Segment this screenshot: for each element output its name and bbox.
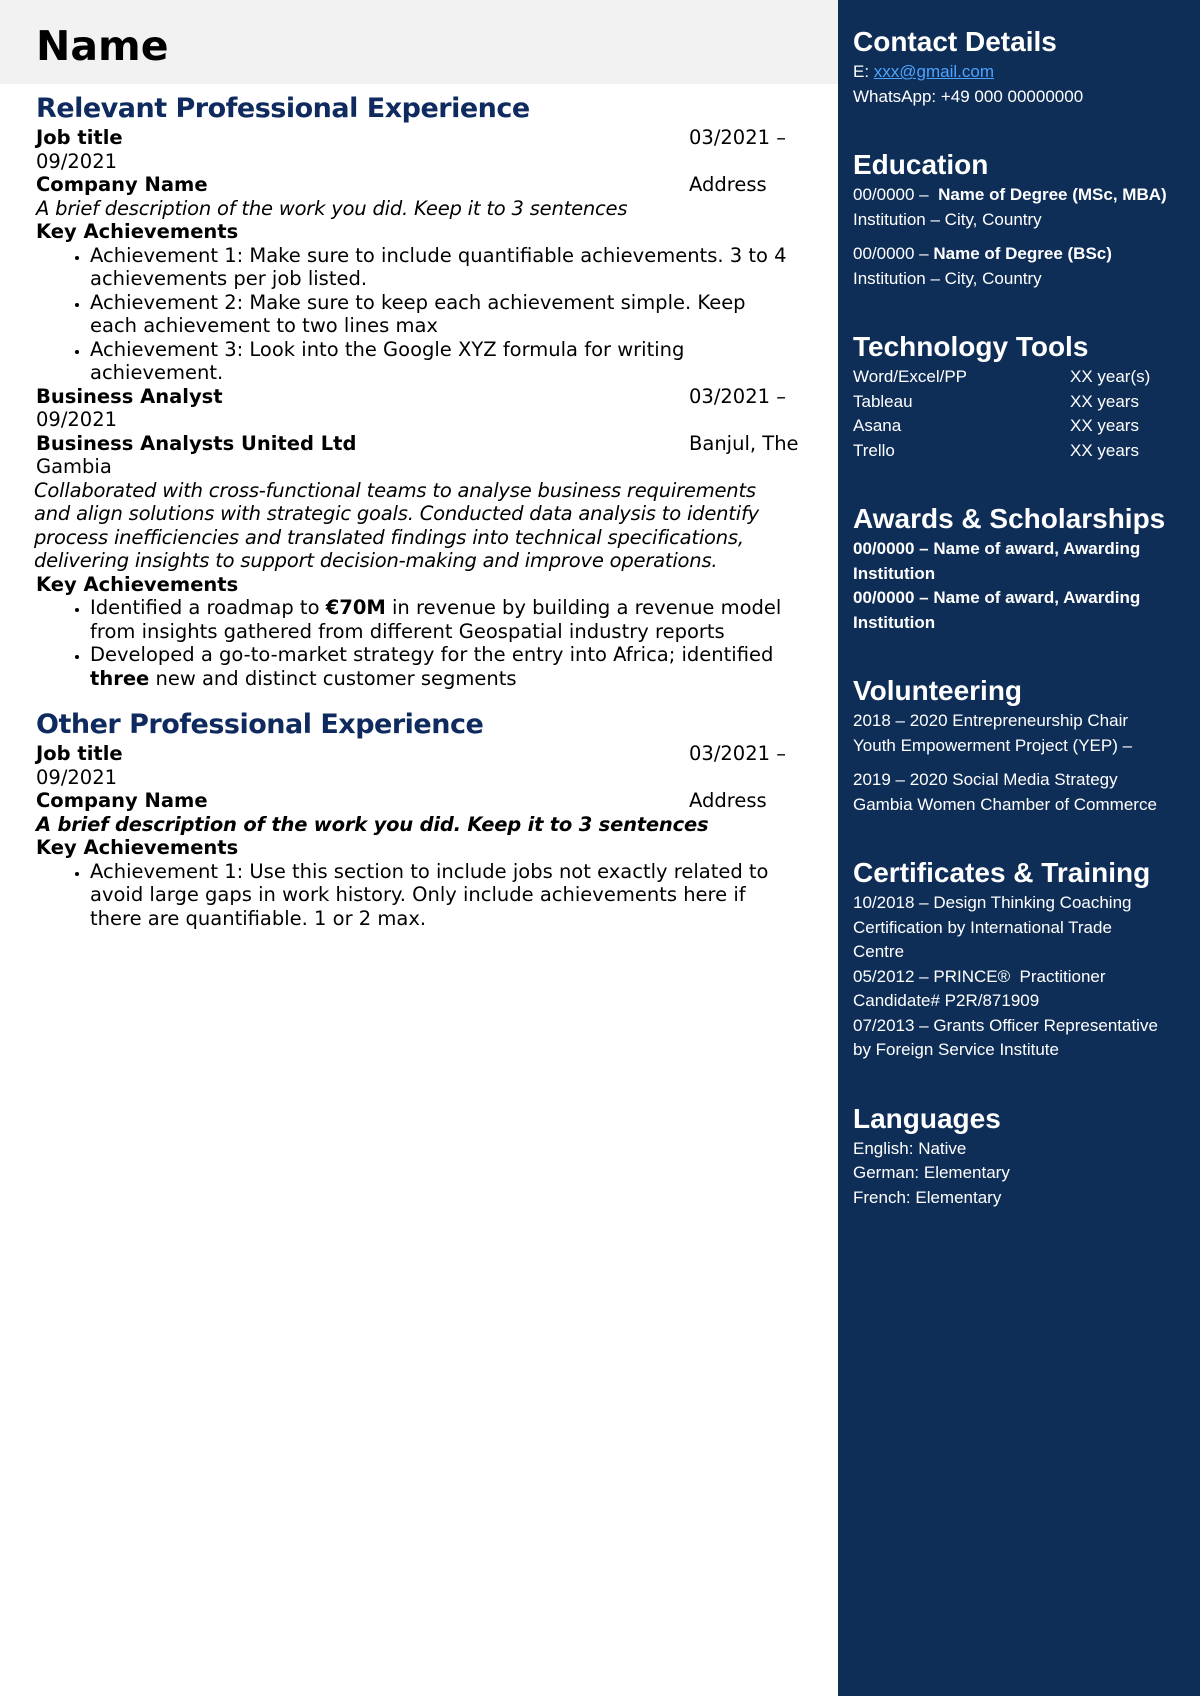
section-title-relevant-experience: Relevant Professional Experience (36, 93, 530, 124)
achievement-text: Achievement 1: Make sure to include quantifiable achievements. 3 to 4 (90, 243, 787, 267)
key-achievements-label: Key Achievements (36, 572, 239, 596)
section-title-volunteering: Volunteering (853, 675, 1023, 706)
tool-name: Tableau (853, 391, 913, 411)
achievement-text: there are quantifiable. 1 or 2 max. (90, 906, 427, 930)
languages-section (853, 1102, 1193, 1211)
award-line: Institution (853, 612, 936, 632)
job-entry (36, 742, 811, 930)
award-line: 00/0000 – Name of award, Awarding (853, 588, 1141, 607)
tool-name: Asana (853, 416, 902, 435)
achievement-text: avoid large gaps in work history. Only include achievements here if (90, 883, 746, 906)
company-name: Company Name (36, 789, 208, 812)
volunteering-line: Youth Empowerment Project (YEP) – (853, 735, 1133, 755)
company-row (36, 173, 811, 197)
institution: Institution – City, Country (853, 209, 1042, 229)
tools-section (853, 330, 1193, 463)
achievements-list (36, 244, 811, 385)
job-dates: 03/2021 – (689, 742, 786, 765)
degree-name: Name of Degree (MSc, MBA) (938, 185, 1167, 204)
company-location: Address (689, 173, 767, 196)
company-row (36, 432, 811, 456)
job-description (34, 479, 811, 573)
degree-date: 00/0000 – (853, 244, 934, 263)
achievement-text: achievements per job listed. (90, 267, 368, 290)
tool-row (853, 439, 1193, 464)
email-link[interactable]: xxx@gmail.com (873, 62, 995, 81)
section-title-tools: Technology Tools (853, 331, 1089, 362)
awards-section (853, 502, 1193, 635)
job-dates: 03/2021 – (689, 384, 786, 408)
achievement-text: each achievement to two lines max (90, 314, 438, 337)
sidebar-content (853, 25, 1193, 1249)
certificate-line: Candidate# P2R/871909 (853, 991, 1040, 1010)
achievement-text: achievement. (90, 361, 224, 384)
achievements-list (36, 860, 811, 931)
degree-name: Name of Degree (BSc) (933, 244, 1112, 263)
award-line: 00/0000 – Name of award, Awarding (853, 539, 1141, 558)
job-entry (36, 126, 811, 385)
certificate-line: 07/2013 – Grants Officer Representative (853, 1015, 1158, 1035)
tool-years: XX years (1070, 416, 1139, 435)
volunteering-section (853, 674, 1193, 817)
degree-line (853, 242, 1193, 267)
sidebar (838, 0, 1200, 1696)
list-item (90, 338, 811, 385)
company-name: Company Name (36, 173, 208, 196)
tool-years: XX years (1070, 391, 1139, 411)
degree-line (853, 183, 1193, 208)
tool-years: XX years (1070, 440, 1139, 460)
key-achievements-label: Key Achievements (36, 220, 239, 243)
achievement-highlight: three (90, 666, 150, 690)
award-line: Institution (853, 563, 936, 583)
job-dates-continued: 09/2021 (36, 149, 118, 173)
description-line: and align solutions with strategic goals. Conducted data analysis to identify (34, 502, 759, 525)
contact-section (853, 25, 1193, 109)
job-title-row (36, 742, 811, 766)
section-title-contact: Contact Details (853, 26, 1057, 57)
achievement-text: Developed a go-to-market strategy for the entry into Africa; identified (90, 643, 774, 666)
whatsapp-line: WhatsApp: +49 000 00000000 (853, 86, 1084, 106)
job-title: Job title (36, 742, 123, 765)
list-item (90, 244, 811, 291)
award-entry (853, 537, 1193, 586)
achievement-text: Achievement 1: Use this section to include jobs not exactly related to (90, 859, 769, 883)
list-item (90, 643, 811, 690)
achievement-text: in revenue by building a revenue model (385, 596, 782, 619)
section-title-certificates: Certificates & Training (853, 857, 1151, 888)
job-entry (36, 385, 811, 691)
email-label: E: (853, 62, 874, 81)
description-line: process inefficiencies and translated findings into technical specifications, (34, 525, 744, 549)
job-description: A brief description of the work you did. Keep it to 3 sentences (36, 196, 628, 220)
experience-content (36, 92, 811, 930)
certificate-line: by Foreign Service Institute (853, 1040, 1059, 1059)
achievement-text: Identified a roadmap to (90, 596, 326, 619)
language-item: English: Native (853, 1138, 967, 1158)
job-dates: 03/2021 – (689, 126, 786, 149)
education-section (853, 148, 1193, 291)
section-title-awards: Awards & Scholarships (853, 503, 1166, 534)
achievement-highlight: €70M (325, 596, 386, 619)
company-name: Business Analysts United Ltd (36, 431, 357, 455)
job-dates-continued: 09/2021 (36, 765, 118, 789)
job-dates-continued: 09/2021 (36, 408, 118, 431)
list-item (90, 291, 811, 338)
job-title: Job title (36, 126, 123, 149)
tool-years: XX year(s) (1070, 367, 1151, 386)
tool-row (853, 365, 1193, 390)
achievement-text: Achievement 3: Look into the Google XYZ formula for writing (90, 337, 685, 361)
certificate-line: Centre (853, 942, 905, 961)
company-location-continued: Gambia (36, 455, 112, 478)
name-header (0, 0, 838, 84)
job-description: A brief description of the work you did. Keep it to 3 sentences (36, 812, 709, 836)
volunteering-entry (853, 709, 1193, 758)
certificate-line: 10/2018 – Design Thinking Coaching (853, 893, 1132, 912)
job-title-row (36, 385, 811, 409)
tool-name: Word/Excel/PP (853, 367, 968, 386)
achievement-text: new and distinct customer segments (149, 666, 517, 690)
tool-row (853, 390, 1193, 415)
award-entry (853, 586, 1193, 635)
degree-date: 00/0000 – (853, 185, 939, 204)
achievement-text: from insights gathered from different Geospatial industry reports (90, 619, 725, 643)
education-entry (853, 242, 1193, 291)
section-title-languages: Languages (853, 1102, 1001, 1134)
company-location: Banjul, The (689, 431, 799, 455)
company-row (36, 789, 811, 813)
key-achievements-label: Key Achievements (36, 836, 239, 859)
volunteering-line: 2019 – 2020 Social Media Strategy (853, 770, 1118, 789)
achievement-text: Achievement 2: Make sure to keep each achievement simple. Keep (90, 290, 746, 314)
tool-name: Trello (853, 440, 895, 460)
job-title: Business Analyst (36, 384, 223, 408)
achievements-list (36, 596, 811, 690)
volunteering-entry (853, 768, 1193, 817)
volunteering-line: 2018 – 2020 Entrepreneurship Chair (853, 711, 1129, 730)
description-line: delivering insights to support decision-making and improve operations. (34, 549, 718, 572)
candidate-name: Name (36, 22, 169, 70)
certificates-section (853, 856, 1193, 1063)
list-item (90, 596, 811, 643)
institution: Institution – City, Country (853, 268, 1042, 288)
description-line: Collaborated with cross-functional teams to analyse business requirements (34, 478, 756, 502)
tool-row (853, 414, 1193, 439)
section-title-other-experience: Other Professional Experience (36, 709, 484, 740)
language-item: German: Elementary (853, 1163, 1010, 1182)
email-line (853, 60, 1193, 85)
company-location: Address (689, 789, 767, 812)
education-entry (853, 183, 1193, 232)
volunteering-line: Gambia Women Chamber of Commerce (853, 794, 1157, 814)
language-item: French: Elementary (853, 1187, 1002, 1207)
section-title-education: Education (853, 149, 989, 180)
list-item (90, 860, 811, 931)
job-title-row (36, 126, 811, 150)
certificate-line: 05/2012 – PRINCE® Practitioner (853, 966, 1106, 986)
certificate-line: Certification by International Trade (853, 917, 1112, 937)
